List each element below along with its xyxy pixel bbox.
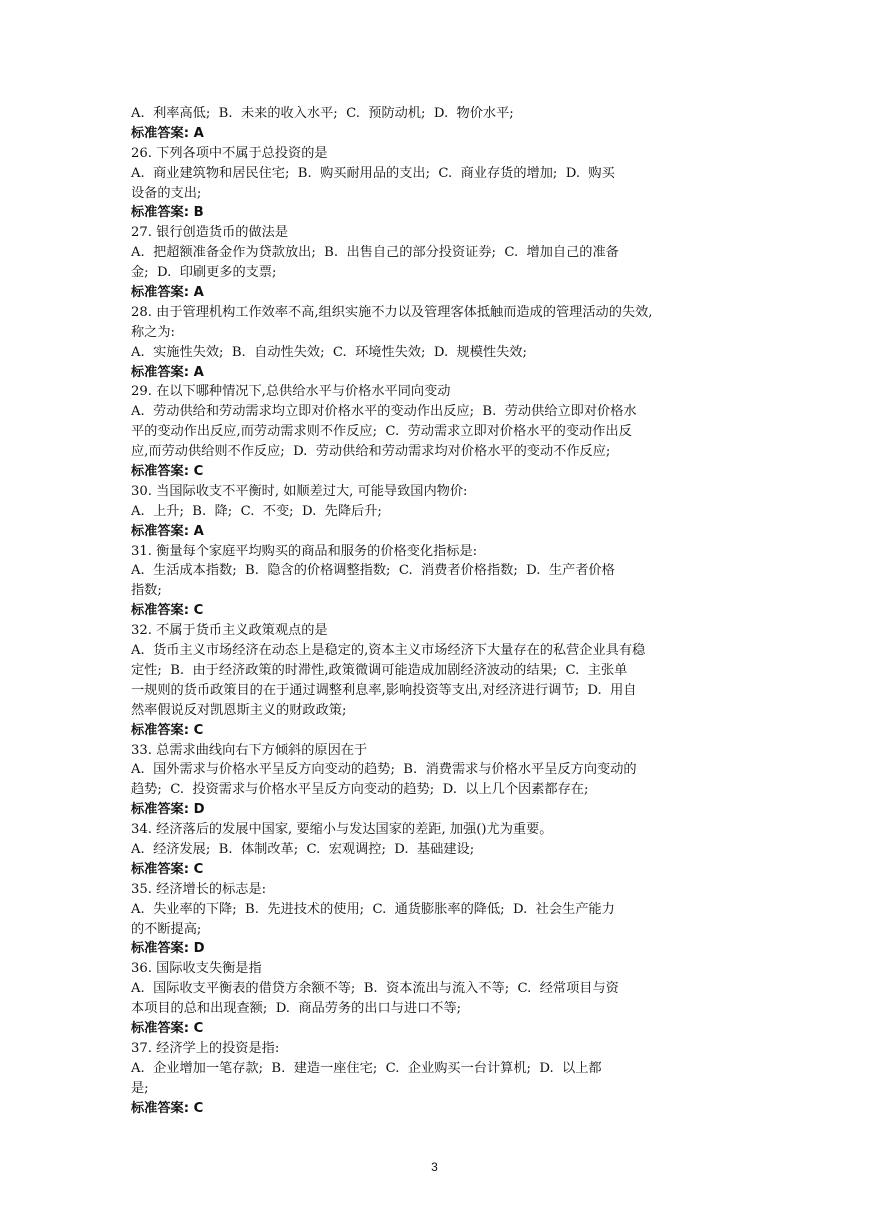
option-line: 然率假说反对凯恩斯主义的财政政策;: [131, 702, 347, 718]
option-line: A. 失业率的下降; B. 先进技术的使用; C. 通货膨胀率的降低; D. 社会生产能力: [131, 901, 615, 917]
option-line: 金; D. 印刷更多的支票;: [131, 265, 277, 281]
answer-line: 标准答案: D: [131, 941, 205, 957]
option-line: A. 把超额准备金作为贷款放出; B. 出售自己的部分投资证券; C. 增加自己的准备: [131, 245, 619, 261]
question-line: 29. 在以下哪种情况下,总供给水平与价格水平同向变动: [131, 384, 451, 400]
option-line: 是;: [131, 1080, 149, 1096]
answer-line: 标准答案: B: [131, 205, 204, 221]
answer-line: 标准答案: C: [131, 722, 204, 738]
option-line: 应,而劳动供给则不作反应; D. 劳动供给和劳动需求均对价格水平的变动不作反应;: [131, 444, 611, 460]
option-line: 趋势; C. 投资需求与价格水平呈反方向变动的趋势; D. 以上几个因素都存在;: [131, 782, 589, 798]
question-line: 30. 当国际收支不平衡时, 如顺差过大, 可能导致国内物价:: [131, 483, 468, 499]
option-line: A. 货币主义市场经济在动态上是稳定的,资本主义市场经济下大量存在的私营企业具有稳: [131, 643, 646, 659]
answer-line: 标准答案: C: [131, 1100, 204, 1116]
question-line: 28. 由于管理机构工作效率不高,组织实施不力以及管理客体抵触而造成的管理活动的失效,: [131, 304, 653, 320]
answer-line: 标准答案: C: [131, 464, 204, 480]
question-line: 32. 不属于货币主义政策观点的是: [131, 623, 328, 639]
question-line: 称之为:: [131, 324, 176, 340]
option-line: 指数;: [131, 583, 162, 599]
question-line: 36. 国际收支失衡是指: [131, 961, 262, 977]
option-line: A. 国外需求与价格水平呈反方向变动的趋势; B. 消费需求与价格水平呈反方向变动的: [131, 762, 637, 778]
answer-line: 标准答案: A: [131, 364, 204, 380]
question-line: 27. 银行创造货币的做法是: [131, 225, 289, 241]
answer-line: 标准答案: A: [131, 523, 204, 539]
option-line: A. 上升; B. 降; C. 不变; D. 先降后升;: [131, 503, 382, 519]
option-line: A. 利率高低; B. 未来的收入水平; C. 预防动机; D. 物价水平;: [131, 106, 514, 121]
option-line: 设备的支出;: [131, 185, 202, 201]
question-line: 37. 经济学上的投资是指:: [131, 1040, 280, 1056]
option-line: 一规则的货币政策目的在于通过调整利息率,影响投资等支出,对经济进行调节; D. 用自: [131, 682, 637, 698]
question-line: 33. 总需求曲线向右下方倾斜的原因在于: [131, 742, 368, 758]
option-line: 本项目的总和出现查额; D. 商品劳务的出口与进口不等;: [131, 1001, 462, 1017]
option-line: A. 生活成本指数; B. 隐含的价格调整指数; C. 消费者价格指数; D. 生产者价格: [131, 563, 615, 579]
option-line: A. 商业建筑物和居民住宅; B. 购买耐用品的支出; C. 商业存货的增加; D. 购买: [131, 165, 615, 181]
answer-line: 标准答案: A: [131, 285, 204, 301]
page-number: 3: [431, 1160, 438, 1174]
option-line: A. 劳动供给和劳动需求均立即对价格水平的变动作出反应; B. 劳动供给立即对价格水: [131, 404, 637, 420]
answer-line: 标准答案: D: [131, 802, 205, 818]
answer-line: 标准答案: A: [131, 125, 204, 141]
answer-line: 标准答案: C: [131, 603, 204, 619]
question-line: 35. 经济增长的标志是:: [131, 881, 267, 897]
option-line: 的不断提高;: [131, 921, 202, 937]
option-line: A. 经济发展; B. 体制改革; C. 宏观调控; D. 基础建设;: [131, 841, 475, 857]
question-line: 26. 下列各项中不属于总投资的是: [131, 145, 328, 161]
document-body: [131, 104, 743, 1118]
option-line: 定性; B. 由于经济政策的时滞性,政策微调可能造成加剧经济波动的结果; C. 主张单: [131, 662, 628, 678]
option-line: 平的变动作出反应,而劳动需求则不作反应; C. 劳动需求立即对价格水平的变动作出反: [131, 424, 632, 440]
question-line: 31. 衡量每个家庭平均购买的商品和服务的价格变化指标是:: [131, 543, 478, 559]
option-line: A. 企业增加一笔存款; B. 建造一座住宅; C. 企业购买一台计算机; D. 以上都: [131, 1060, 602, 1076]
answer-line: 标准答案: C: [131, 1020, 204, 1036]
option-line: A. 国际收支平衡表的借贷方余额不等; B. 资本流出与流入不等; C. 经常项目与资: [131, 981, 619, 997]
answer-line: 标准答案: C: [131, 861, 204, 877]
option-line: A. 实施性失效; B. 自动性失效; C. 环境性失效; D. 规模性失效;: [131, 344, 527, 360]
question-line: 34. 经济落后的发展中国家, 要缩小与发达国家的差距, 加强()尤为重要。: [131, 822, 553, 838]
